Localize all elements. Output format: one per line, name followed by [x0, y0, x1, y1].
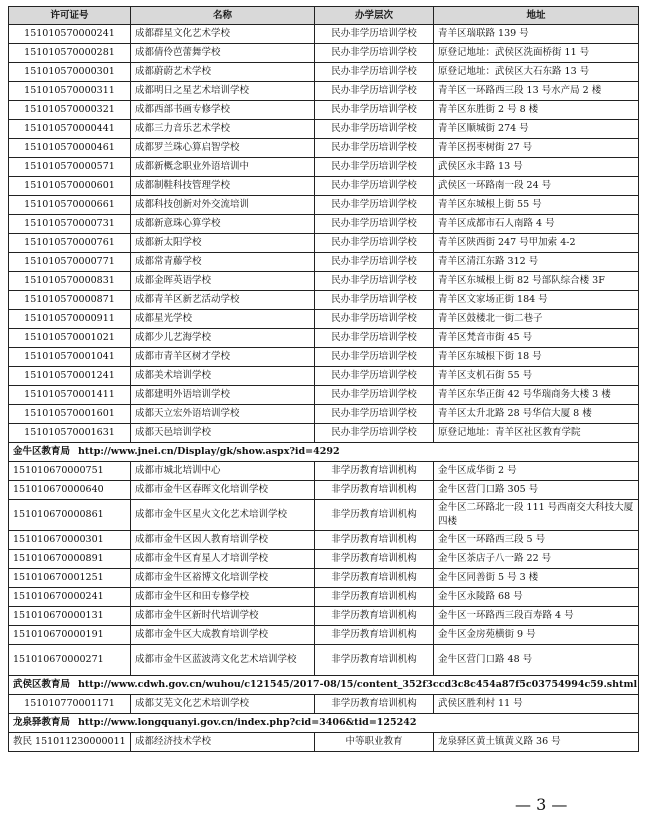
cell-address: 青羊区鼓楼北一街二巷子 — [434, 310, 639, 329]
cell-license: 151010570001241 — [9, 367, 131, 386]
cell-name: 成都新太阳学校 — [131, 234, 315, 253]
header-row — [9, 7, 639, 25]
table-row — [9, 234, 639, 253]
cell-license: 151010570001601 — [9, 405, 131, 424]
table-row — [9, 588, 639, 607]
section-row — [9, 676, 639, 695]
cell-level: 非学历教育培训机构 — [315, 588, 434, 607]
cell-address: 金牛区茶店子八一路 22 号 — [434, 550, 639, 569]
cell-address: 龙泉驿区黄土镇黄义路 36 号 — [434, 733, 639, 752]
table-row — [9, 101, 639, 120]
cell-license: 151010670000861 — [9, 500, 131, 531]
section-url-link[interactable]: http://www.jnei.cn/Display/gk/show.aspx?id=4292 — [78, 446, 340, 457]
cell-level: 非学历教育培训机构 — [315, 462, 434, 481]
table-row — [9, 695, 639, 714]
cell-level: 民办非学历培训学校 — [315, 310, 434, 329]
cell-address: 原登记地址：武侯区洗面桥街 11 号 — [434, 44, 639, 63]
cell-license: 151010570000761 — [9, 234, 131, 253]
cell-level: 民办非学历培训学校 — [315, 139, 434, 158]
header-level: 办学层次 — [315, 7, 434, 25]
cell-address: 青羊区东城根上街 55 号 — [434, 196, 639, 215]
table-row — [9, 500, 639, 531]
section-title: 金牛区教育局 — [13, 446, 71, 457]
cell-license: 151010570000911 — [9, 310, 131, 329]
cell-license: 151010670000891 — [9, 550, 131, 569]
table-row — [9, 367, 639, 386]
cell-name: 成都市金牛区蓝波湾文化艺术培训学校 — [131, 645, 315, 676]
cell-address: 金牛区营门口路 305 号 — [434, 481, 639, 500]
cell-license: 151010570001631 — [9, 424, 131, 443]
cell-address: 青羊区梵音市街 45 号 — [434, 329, 639, 348]
cell-name: 成都群星文化艺术学校 — [131, 25, 315, 44]
cell-level: 民办非学历培训学校 — [315, 272, 434, 291]
table-row — [9, 253, 639, 272]
cell-name: 成都倩伶芭蕾舞学校 — [131, 44, 315, 63]
cell-address: 武侯区胜利村 11 号 — [434, 695, 639, 714]
cell-license: 151010570000441 — [9, 120, 131, 139]
cell-name: 成都市金牛区育星人才培训学校 — [131, 550, 315, 569]
table-row — [9, 531, 639, 550]
cell-level: 非学历教育培训机构 — [315, 569, 434, 588]
cell-name: 成都市金牛区新时代培训学校 — [131, 607, 315, 626]
header-license: 许可证号 — [9, 7, 131, 25]
cell-level: 非学历教育培训机构 — [315, 626, 434, 645]
table-row — [9, 626, 639, 645]
cell-license: 151010570000301 — [9, 63, 131, 82]
cell-level: 民办非学历培训学校 — [315, 158, 434, 177]
table-row — [9, 177, 639, 196]
cell-address: 青羊区支机石街 55 号 — [434, 367, 639, 386]
cell-address: 武侯区永丰路 13 号 — [434, 158, 639, 177]
section-url-link[interactable]: http://www.longquanyi.gov.cn/index.php?cid=3406&tid=125242 — [78, 717, 417, 728]
cell-level: 非学历教育培训机构 — [315, 531, 434, 550]
table-row — [9, 25, 639, 44]
table-row — [9, 120, 639, 139]
cell-address: 青羊区陕西街 247 号甲加索 4-2 — [434, 234, 639, 253]
cell-level: 非学历教育培训机构 — [315, 481, 434, 500]
cell-address: 武侯区一环路南一段 24 号 — [434, 177, 639, 196]
section-title: 龙泉驿教育局 — [13, 717, 71, 728]
cell-name: 成都市城北培训中心 — [131, 462, 315, 481]
cell-name: 成都建明外语培训学校 — [131, 386, 315, 405]
cell-license: 151010570000571 — [9, 158, 131, 177]
cell-license: 151010570001041 — [9, 348, 131, 367]
cell-name: 成都市金牛区因人教育培训学校 — [131, 531, 315, 550]
cell-level: 非学历教育培训机构 — [315, 695, 434, 714]
cell-license: 151010570000771 — [9, 253, 131, 272]
cell-level: 非学历教育培训机构 — [315, 645, 434, 676]
cell-license: 151010570000311 — [9, 82, 131, 101]
cell-license: 151010570001021 — [9, 329, 131, 348]
cell-license: 151010770001171 — [9, 695, 131, 714]
cell-level: 民办非学历培训学校 — [315, 215, 434, 234]
cell-name: 成都明日之星艺术培训学校 — [131, 82, 315, 101]
cell-name: 成都市金牛区和田专修学校 — [131, 588, 315, 607]
cell-name: 成都市青羊区树才学校 — [131, 348, 315, 367]
cell-name: 成都市金牛区星火文化艺术培训学校 — [131, 500, 315, 531]
cell-address: 原登记地址：武侯区大石东路 13 号 — [434, 63, 639, 82]
section-header — [9, 443, 639, 462]
cell-level: 民办非学历培训学校 — [315, 424, 434, 443]
cell-license: 151010670000640 — [9, 481, 131, 500]
cell-address: 金牛区同善街 5 号 3 楼 — [434, 569, 639, 588]
cell-address: 青羊区顺城街 274 号 — [434, 120, 639, 139]
cell-level: 中等职业教育 — [315, 733, 434, 752]
table-row — [9, 348, 639, 367]
cell-license: 151010570000731 — [9, 215, 131, 234]
cell-address: 青羊区拐枣树街 27 号 — [434, 139, 639, 158]
cell-level: 民办非学历培训学校 — [315, 405, 434, 424]
table-row — [9, 291, 639, 310]
cell-license: 151010570000241 — [9, 25, 131, 44]
cell-address: 金牛区一环路西三段 5 号 — [434, 531, 639, 550]
table-row — [9, 481, 639, 500]
cell-name: 成都蔚蔚艺术学校 — [131, 63, 315, 82]
table-row — [9, 550, 639, 569]
cell-address: 青羊区东华正街 42 号华瑞商务大楼 3 楼 — [434, 386, 639, 405]
cell-license: 151010670000241 — [9, 588, 131, 607]
license-table — [8, 6, 639, 752]
cell-license: 151010670000751 — [9, 462, 131, 481]
cell-level: 民办非学历培训学校 — [315, 44, 434, 63]
cell-level: 民办非学历培训学校 — [315, 234, 434, 253]
section-url-link[interactable]: http://www.cdwh.gov.cn/wuhou/c121545/2017-08/15/content_352f3ccd3c8c454a87f5c03754994c59.shtml — [78, 679, 638, 690]
cell-license: 教民 151011230000011 — [9, 733, 131, 752]
cell-address: 青羊区太升北路 28 号华信大厦 8 楼 — [434, 405, 639, 424]
cell-address: 金牛区二环路北一段 111 号西南交大科技大厦四楼 — [434, 500, 639, 531]
cell-name: 成都青羊区新艺活动学校 — [131, 291, 315, 310]
page-number: — 3 — — [515, 795, 568, 814]
cell-name: 成都新概念职业外语培训中 — [131, 158, 315, 177]
cell-address: 金牛区永陵路 68 号 — [434, 588, 639, 607]
cell-name: 成都新意珠心算学校 — [131, 215, 315, 234]
cell-license: 151010570000661 — [9, 196, 131, 215]
cell-level: 民办非学历培训学校 — [315, 367, 434, 386]
cell-address: 金牛区金房苑横街 9 号 — [434, 626, 639, 645]
cell-address: 原登记地址：青羊区社区教育学院 — [434, 424, 639, 443]
cell-level: 非学历教育培训机构 — [315, 500, 434, 531]
table-row — [9, 139, 639, 158]
cell-name: 成都天立宏外语培训学校 — [131, 405, 315, 424]
cell-level: 民办非学历培训学校 — [315, 177, 434, 196]
cell-address: 青羊区东胜街 2 号 8 楼 — [434, 101, 639, 120]
cell-level: 民办非学历培训学校 — [315, 63, 434, 82]
section-header — [9, 714, 639, 733]
cell-license: 151010670000271 — [9, 645, 131, 676]
table-row — [9, 645, 639, 676]
table-row — [9, 272, 639, 291]
cell-level: 民办非学历培训学校 — [315, 291, 434, 310]
table-row — [9, 607, 639, 626]
cell-license: 151010570000281 — [9, 44, 131, 63]
cell-level: 民办非学历培训学校 — [315, 120, 434, 139]
cell-level: 非学历教育培训机构 — [315, 607, 434, 626]
table-row — [9, 405, 639, 424]
cell-name: 成都科技创新对外交流培训 — [131, 196, 315, 215]
table-row — [9, 196, 639, 215]
cell-name: 成都金晖英语学校 — [131, 272, 315, 291]
cell-name: 成都星光学校 — [131, 310, 315, 329]
cell-level: 民办非学历培训学校 — [315, 329, 434, 348]
cell-level: 民办非学历培训学校 — [315, 196, 434, 215]
table-row — [9, 462, 639, 481]
header-name: 名称 — [131, 7, 315, 25]
cell-level: 民办非学历培训学校 — [315, 253, 434, 272]
header-address: 地址 — [434, 7, 639, 25]
cell-name: 成都市金牛区春晖文化培训学校 — [131, 481, 315, 500]
table-row — [9, 82, 639, 101]
cell-license: 151010570000321 — [9, 101, 131, 120]
cell-name: 成都常青藤学校 — [131, 253, 315, 272]
table-row — [9, 569, 639, 588]
table-row — [9, 386, 639, 405]
cell-license: 151010570001411 — [9, 386, 131, 405]
table-row — [9, 63, 639, 82]
cell-license: 151010670001251 — [9, 569, 131, 588]
cell-address: 青羊区东城根上街 82 号部队综合楼 3F — [434, 272, 639, 291]
table-row — [9, 44, 639, 63]
cell-license: 151010670000131 — [9, 607, 131, 626]
cell-name: 成都市金牛区裕博文化培训学校 — [131, 569, 315, 588]
table-row — [9, 158, 639, 177]
cell-address: 青羊区瑞联路 139 号 — [434, 25, 639, 44]
cell-name: 成都美术培训学校 — [131, 367, 315, 386]
cell-address: 金牛区营门口路 48 号 — [434, 645, 639, 676]
cell-license: 151010570000601 — [9, 177, 131, 196]
section-title: 武侯区教育局 — [13, 679, 71, 690]
cell-license: 151010570000831 — [9, 272, 131, 291]
cell-license: 151010670000301 — [9, 531, 131, 550]
section-row — [9, 714, 639, 733]
table-row — [9, 329, 639, 348]
section-header — [9, 676, 639, 695]
cell-license: 151010570000871 — [9, 291, 131, 310]
cell-name: 成都少儿艺海学校 — [131, 329, 315, 348]
cell-name: 成都经济技术学校 — [131, 733, 315, 752]
cell-name: 成都制鞋科技管理学校 — [131, 177, 315, 196]
table-row — [9, 310, 639, 329]
cell-name: 成都西部书画专修学校 — [131, 101, 315, 120]
table-row — [9, 424, 639, 443]
cell-level: 民办非学历培训学校 — [315, 386, 434, 405]
cell-level: 民办非学历培训学校 — [315, 348, 434, 367]
cell-level: 非学历教育培训机构 — [315, 550, 434, 569]
cell-address: 金牛区成华街 2 号 — [434, 462, 639, 481]
cell-address: 青羊区一环路西三段 13 号水产局 2 楼 — [434, 82, 639, 101]
cell-level: 民办非学历培训学校 — [315, 25, 434, 44]
cell-name: 成都市金牛区大成教育培训学校 — [131, 626, 315, 645]
cell-name: 成都罗兰珠心算启智学校 — [131, 139, 315, 158]
cell-level: 民办非学历培训学校 — [315, 82, 434, 101]
table-row — [9, 215, 639, 234]
cell-address: 青羊区东城根下街 18 号 — [434, 348, 639, 367]
cell-name: 成都天邑培训学校 — [131, 424, 315, 443]
cell-address: 金牛区一环路西三段百寿路 4 号 — [434, 607, 639, 626]
cell-address: 青羊区清江东路 312 号 — [434, 253, 639, 272]
cell-address: 青羊区成都市石人南路 4 号 — [434, 215, 639, 234]
table-row — [9, 733, 639, 752]
cell-name: 成都三力音乐艺术学校 — [131, 120, 315, 139]
cell-license: 151010570000461 — [9, 139, 131, 158]
section-row — [9, 443, 639, 462]
cell-address: 青羊区文家场正街 184 号 — [434, 291, 639, 310]
cell-license: 151010670000191 — [9, 626, 131, 645]
cell-level: 民办非学历培训学校 — [315, 101, 434, 120]
cell-name: 成都艾芜文化艺术培训学校 — [131, 695, 315, 714]
